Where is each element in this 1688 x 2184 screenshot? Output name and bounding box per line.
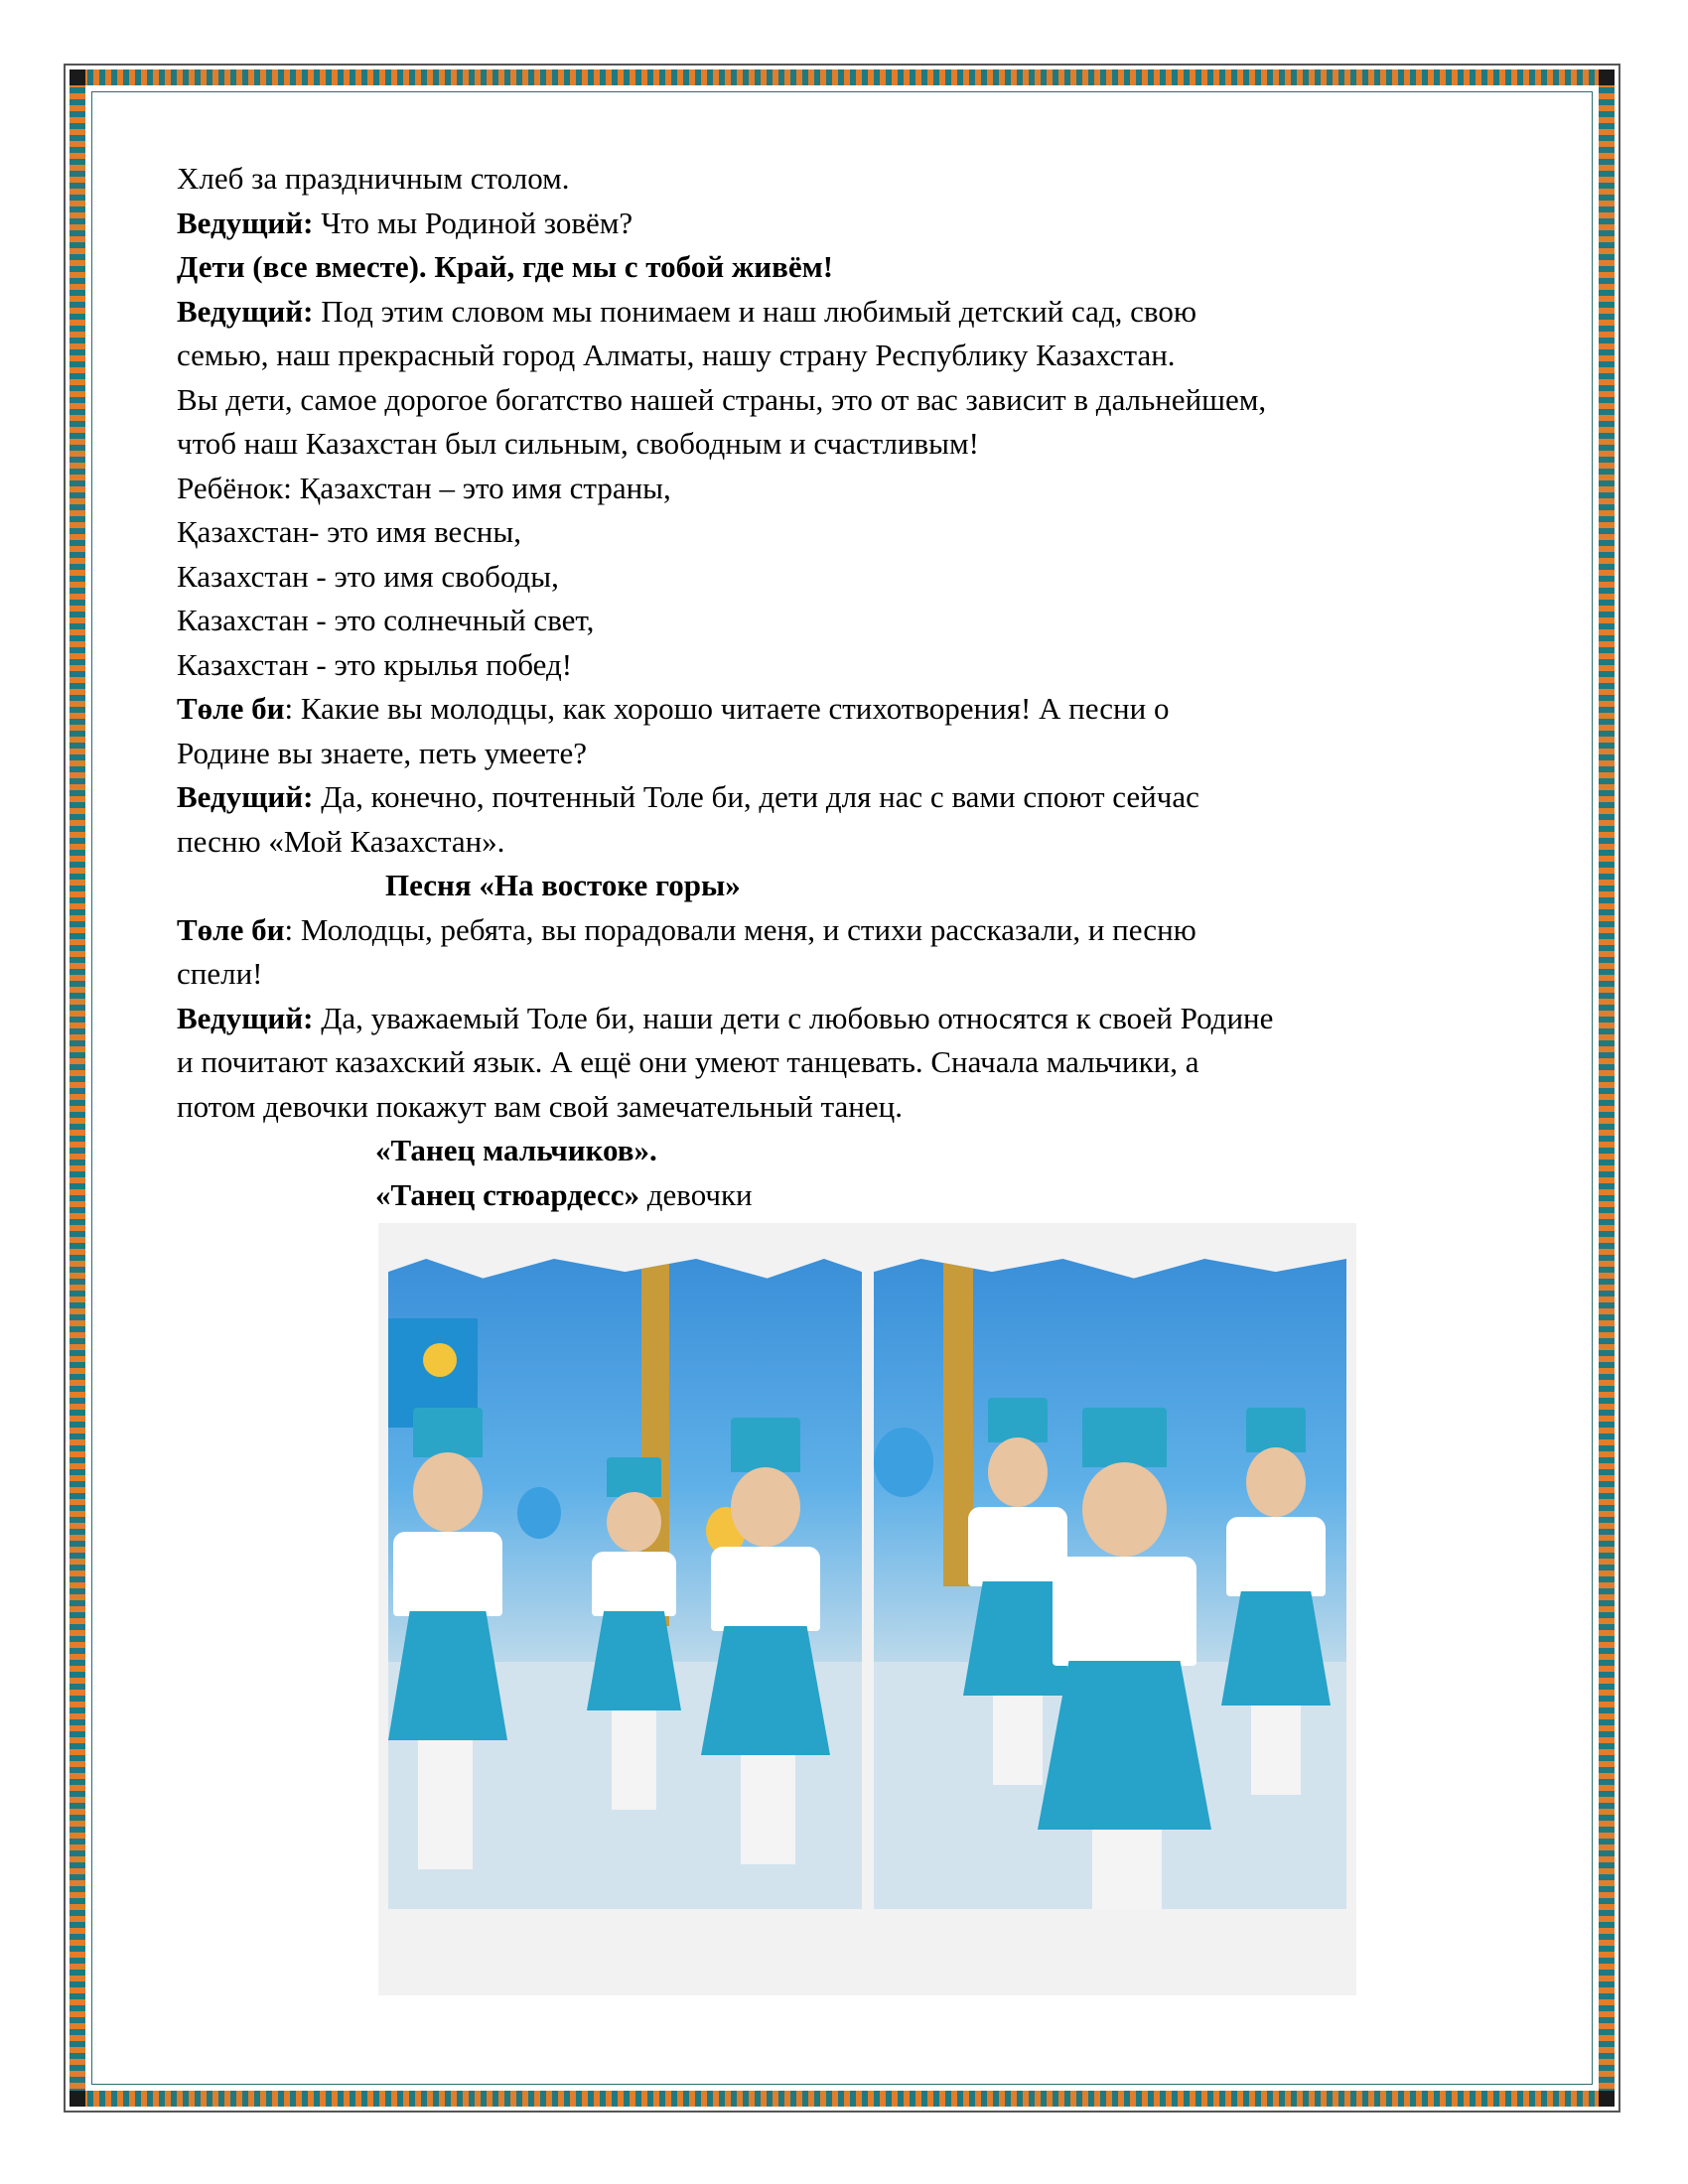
text-line — [177, 555, 1567, 600]
line-text: Хлеб за праздничным столом. — [177, 161, 570, 196]
text-line — [177, 775, 1567, 820]
text-line — [177, 732, 1567, 776]
child-figure — [587, 1457, 696, 1835]
text-line — [177, 157, 1567, 202]
text-line — [177, 952, 1567, 997]
child-figure — [388, 1408, 527, 1904]
line-text: потом девочки покажут вам свой замечательный танец. — [177, 1088, 903, 1124]
border-top-band — [70, 69, 1615, 85]
speaker: Дети (все вместе). Край, где мы с тобой живём! — [177, 249, 834, 284]
dance-photo-left — [388, 1259, 862, 1909]
dance-title-girls — [177, 1173, 1567, 1218]
line-text: Да, уважаемый Толе би, наши дети с любовью относятся к своей Родине — [313, 1000, 1274, 1035]
line-text: Қазахстан- это имя весны, — [177, 514, 521, 549]
text-line — [177, 245, 1567, 290]
text-line — [177, 1085, 1567, 1130]
line-text: спели! — [177, 956, 263, 991]
speaker: Төле би — [177, 691, 285, 726]
text-line — [177, 290, 1567, 335]
line-text: Что мы Родиной зовём? — [313, 205, 633, 240]
child-figure — [1221, 1408, 1340, 1825]
balloon-icon — [874, 1428, 933, 1497]
line-text: Казахстан - это крылья побед! — [177, 646, 573, 682]
border-corner-icon — [1599, 2091, 1615, 2107]
dance-name: «Танец стюардесс» — [375, 1176, 639, 1212]
text-line — [177, 908, 1567, 953]
line-text: Под этим словом мы понимаем и наш любимый детский сад, свою — [313, 293, 1197, 329]
sun-icon — [423, 1343, 457, 1377]
speaker: Төле би — [177, 911, 285, 947]
line-text: Ребёнок: Қазахстан – это имя страны, — [177, 470, 671, 505]
line-text: Казахстан - это имя свободы, — [177, 558, 559, 594]
speaker: Ведущий: — [177, 779, 314, 814]
dance-photo-right — [874, 1259, 1346, 1909]
text-line — [177, 510, 1567, 555]
line-text: Казахстан - это солнечный свет, — [177, 603, 595, 637]
border-left-band — [70, 69, 85, 2107]
dance-note: девочки — [638, 1176, 753, 1212]
script-text — [177, 157, 1567, 1217]
line-text: семью, наш прекрасный город Алматы, нашу страну Республику Казахстан. — [177, 338, 1176, 372]
border-bottom-band — [70, 2091, 1615, 2107]
line-text: Вы дети, самое дорогое богатство нашей страны, это от вас зависит в дальнейшем, — [177, 381, 1267, 417]
child-figure — [1033, 1408, 1221, 1909]
child-figure — [696, 1418, 845, 1894]
text-line — [177, 643, 1567, 688]
line-text: песню «Мой Казахстан». — [177, 823, 505, 859]
dance-title-boys: «Танец мальчиков». — [375, 1133, 657, 1167]
text-line — [177, 378, 1567, 423]
speaker: Ведущий: — [177, 205, 314, 240]
line-text: : Молодцы, ребята, вы порадовали меня, и стихи рассказали, и песню — [284, 911, 1196, 947]
border-corner-icon — [70, 2091, 85, 2107]
border-right-band — [1599, 69, 1615, 2107]
text-line — [177, 467, 1567, 511]
song-title: Песня «На востоке горы» — [385, 868, 741, 902]
line-text: и почитают казахский язык. А ещё они умеют танцевать. Сначала мальчики, а — [177, 1044, 1199, 1079]
text-line — [177, 422, 1567, 467]
line-text: : Какие вы молодцы, как хорошо читаете стихотворения! А песни о — [284, 691, 1170, 726]
text-line — [177, 997, 1567, 1041]
speaker: Ведущий: — [177, 293, 314, 329]
text-line — [177, 599, 1567, 643]
border-corner-icon — [70, 69, 85, 85]
line-text: Да, конечно, почтенный Толе би, дети для нас с вами споют сейчас — [313, 779, 1199, 814]
text-line — [177, 202, 1567, 246]
text-line — [177, 820, 1567, 865]
border-corner-icon — [1599, 69, 1615, 85]
line-text: Родине вы знаете, петь умеете? — [177, 735, 587, 770]
text-line — [177, 334, 1567, 378]
speaker: Ведущий: — [177, 1000, 314, 1035]
text-line — [177, 687, 1567, 732]
photo-collage — [378, 1223, 1356, 1995]
line-text: чтоб наш Казахстан был сильным, свободным и счастливым! — [177, 426, 979, 461]
text-line — [177, 1040, 1567, 1085]
